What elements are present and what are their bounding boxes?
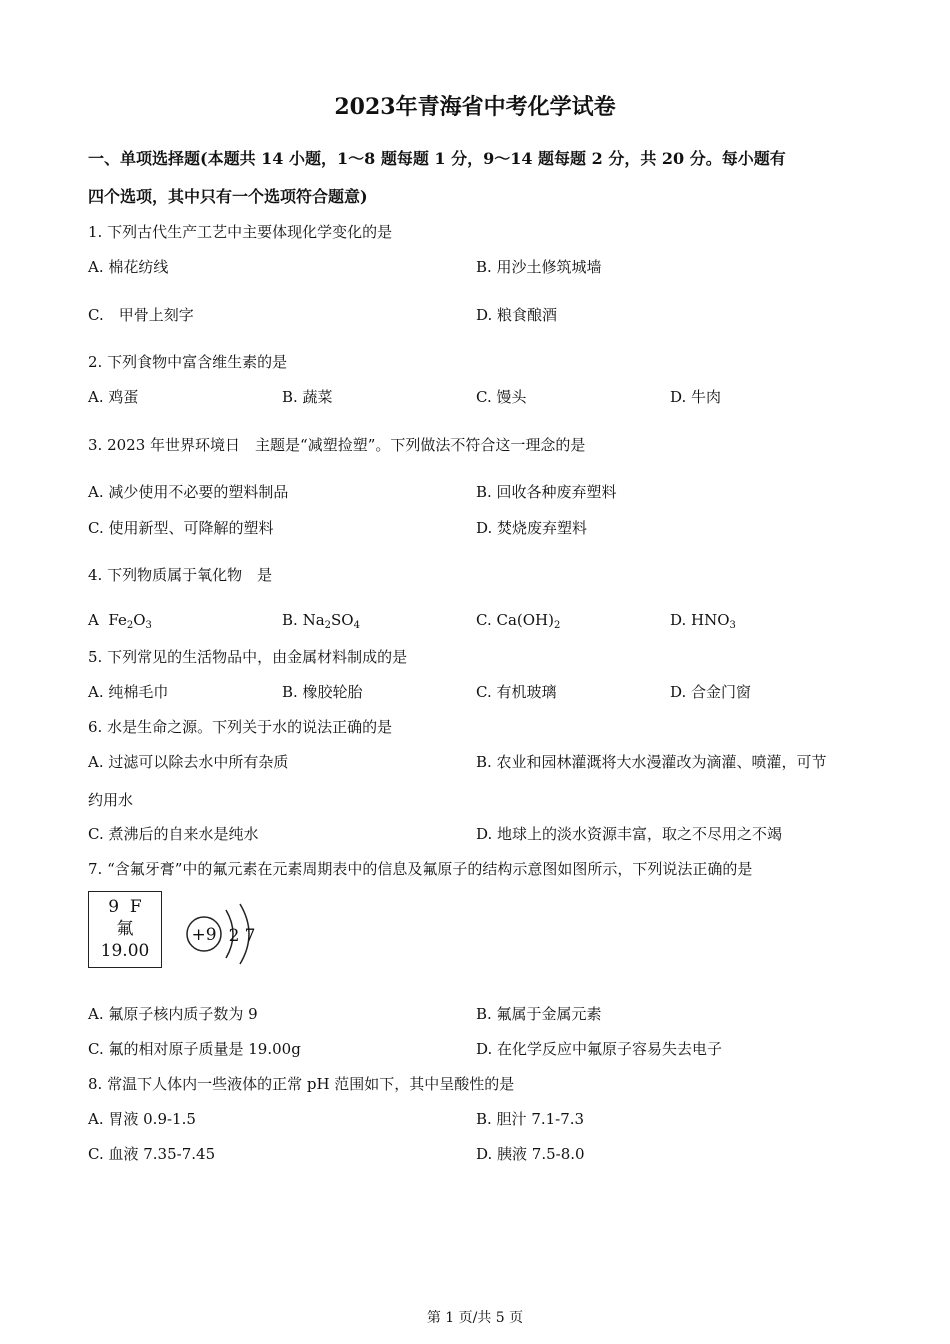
- nucleus-charge: +9: [191, 925, 217, 945]
- question-5-option-d: D. 合金门窗: [670, 683, 752, 701]
- question-2-option-c: C. 馒头: [476, 388, 527, 406]
- question-7-option-a: A. 氟原子核内质子数为 9: [88, 1005, 258, 1023]
- question-5-stem: 5. 下列常见的生活物品中，由金属材料制成的是: [88, 648, 408, 666]
- question-4-option-a: A $Fe_2O_3$: [88, 611, 152, 631]
- question-8-option-a: A. 胃液 0.9-1.5: [88, 1110, 196, 1128]
- question-5-option-a: A. 纯棉毛巾: [88, 683, 169, 701]
- element-mass: 19.00: [100, 941, 150, 961]
- question-4-stem: 4. 下列物质属于氧化物 是: [88, 566, 273, 584]
- question-7-option-d: D. 在化学反应中氟原子容易失去电子: [476, 1040, 723, 1058]
- question-6-option-a: A. 过滤可以除去水中所有杂质: [88, 753, 289, 771]
- question-8-option-c: C. 血液 7.35-7.45: [88, 1145, 216, 1163]
- question-2-option-b: B. 蔬菜: [282, 388, 333, 406]
- question-8-option-b: B. 胆汁 7.1-7.3: [476, 1110, 585, 1128]
- question-6-option-b-line2: 约用水: [88, 791, 134, 809]
- page-footer: 第 1 页/共 5 页: [426, 1310, 524, 1326]
- question-4-option-d: D. $HNO_3$: [670, 611, 736, 631]
- element-name: 氟: [116, 919, 134, 939]
- page-title: 2023年青海省中考化学试卷: [334, 94, 616, 120]
- question-5-option-c: C. 有机玻璃: [476, 683, 557, 701]
- question-8-stem: 8. 常温下人体内一些液体的正常 pH 范围如下，其中呈酸性的是: [88, 1075, 515, 1093]
- question-1-stem: 1. 下列古代生产工艺中主要体现化学变化的是: [88, 223, 393, 241]
- element-card-fluorine: [88, 891, 162, 968]
- question-7-option-c: C. 氟的相对原子质量是 19.00g: [88, 1040, 301, 1058]
- question-1-option-c: C. 甲骨上刻字: [88, 306, 194, 324]
- question-5-option-b: B. 橡胶轮胎: [282, 683, 363, 701]
- section-heading-line2: 四个选项，其中只有一个选项符合题意): [88, 187, 368, 206]
- element-symbol: F: [129, 897, 142, 917]
- element-number: 9: [108, 897, 120, 917]
- question-2-stem: 2. 下列食物中富含维生素的是: [88, 353, 288, 371]
- atom-structure-diagram: [180, 898, 270, 970]
- question-1-option-b: B. 用沙土修筑城墙: [476, 258, 602, 276]
- question-8-option-d: D. 胰液 7.5-8.0: [476, 1145, 585, 1163]
- question-1-option-a: A. 棉花纺线: [88, 258, 169, 276]
- shell-2-electrons: 7: [244, 926, 256, 946]
- question-7-option-b: B. 氟属于金属元素: [476, 1005, 602, 1023]
- question-1-option-d: D. 粮食酿酒: [476, 306, 558, 324]
- question-7-stem: 7. “含氟牙膏”中的氟元素在元素周期表中的信息及氟原子的结构示意图如图所示，下列说法正确的是: [88, 860, 753, 878]
- question-3-option-d: D. 焚烧废弃塑料: [476, 519, 588, 537]
- question-3-option-a: A. 减少使用不必要的塑料制品: [88, 483, 289, 501]
- question-6-option-d: D. 地球上的淡水资源丰富，取之不尽用之不竭: [476, 825, 783, 843]
- question-3-stem: 3. 2023 年世界环境日 主题是“减塑捡塑”。下列做法不符合这一理念的是: [88, 436, 586, 454]
- question-4-option-b: B. $Na_2SO_4$: [282, 611, 360, 631]
- question-6-option-b-line1: B. 农业和园林灌溉将大水漫灌改为滴灌、喷灌，可节: [476, 753, 827, 771]
- shell-1-electrons: 2: [228, 926, 240, 946]
- question-4-option-c: C. $Ca(OH)_2$: [476, 611, 561, 631]
- question-6-stem: 6. 水是生命之源。下列关于水的说法正确的是: [88, 718, 393, 736]
- question-2-option-a: A. 鸡蛋: [88, 388, 139, 406]
- question-3-option-b: B. 回收各种废弃塑料: [476, 483, 617, 501]
- question-2-option-d: D. 牛肉: [670, 388, 722, 406]
- question-6-option-c: C. 煮沸后的自来水是纯水: [88, 825, 259, 843]
- question-3-option-c: C. 使用新型、可降解的塑料: [88, 519, 274, 537]
- section-heading-line1: 一、单项选择题(本题共 14 小题，1～8 题每题 1 分，9～14 题每题 2 分，共 20 分。每小题有: [88, 149, 786, 168]
